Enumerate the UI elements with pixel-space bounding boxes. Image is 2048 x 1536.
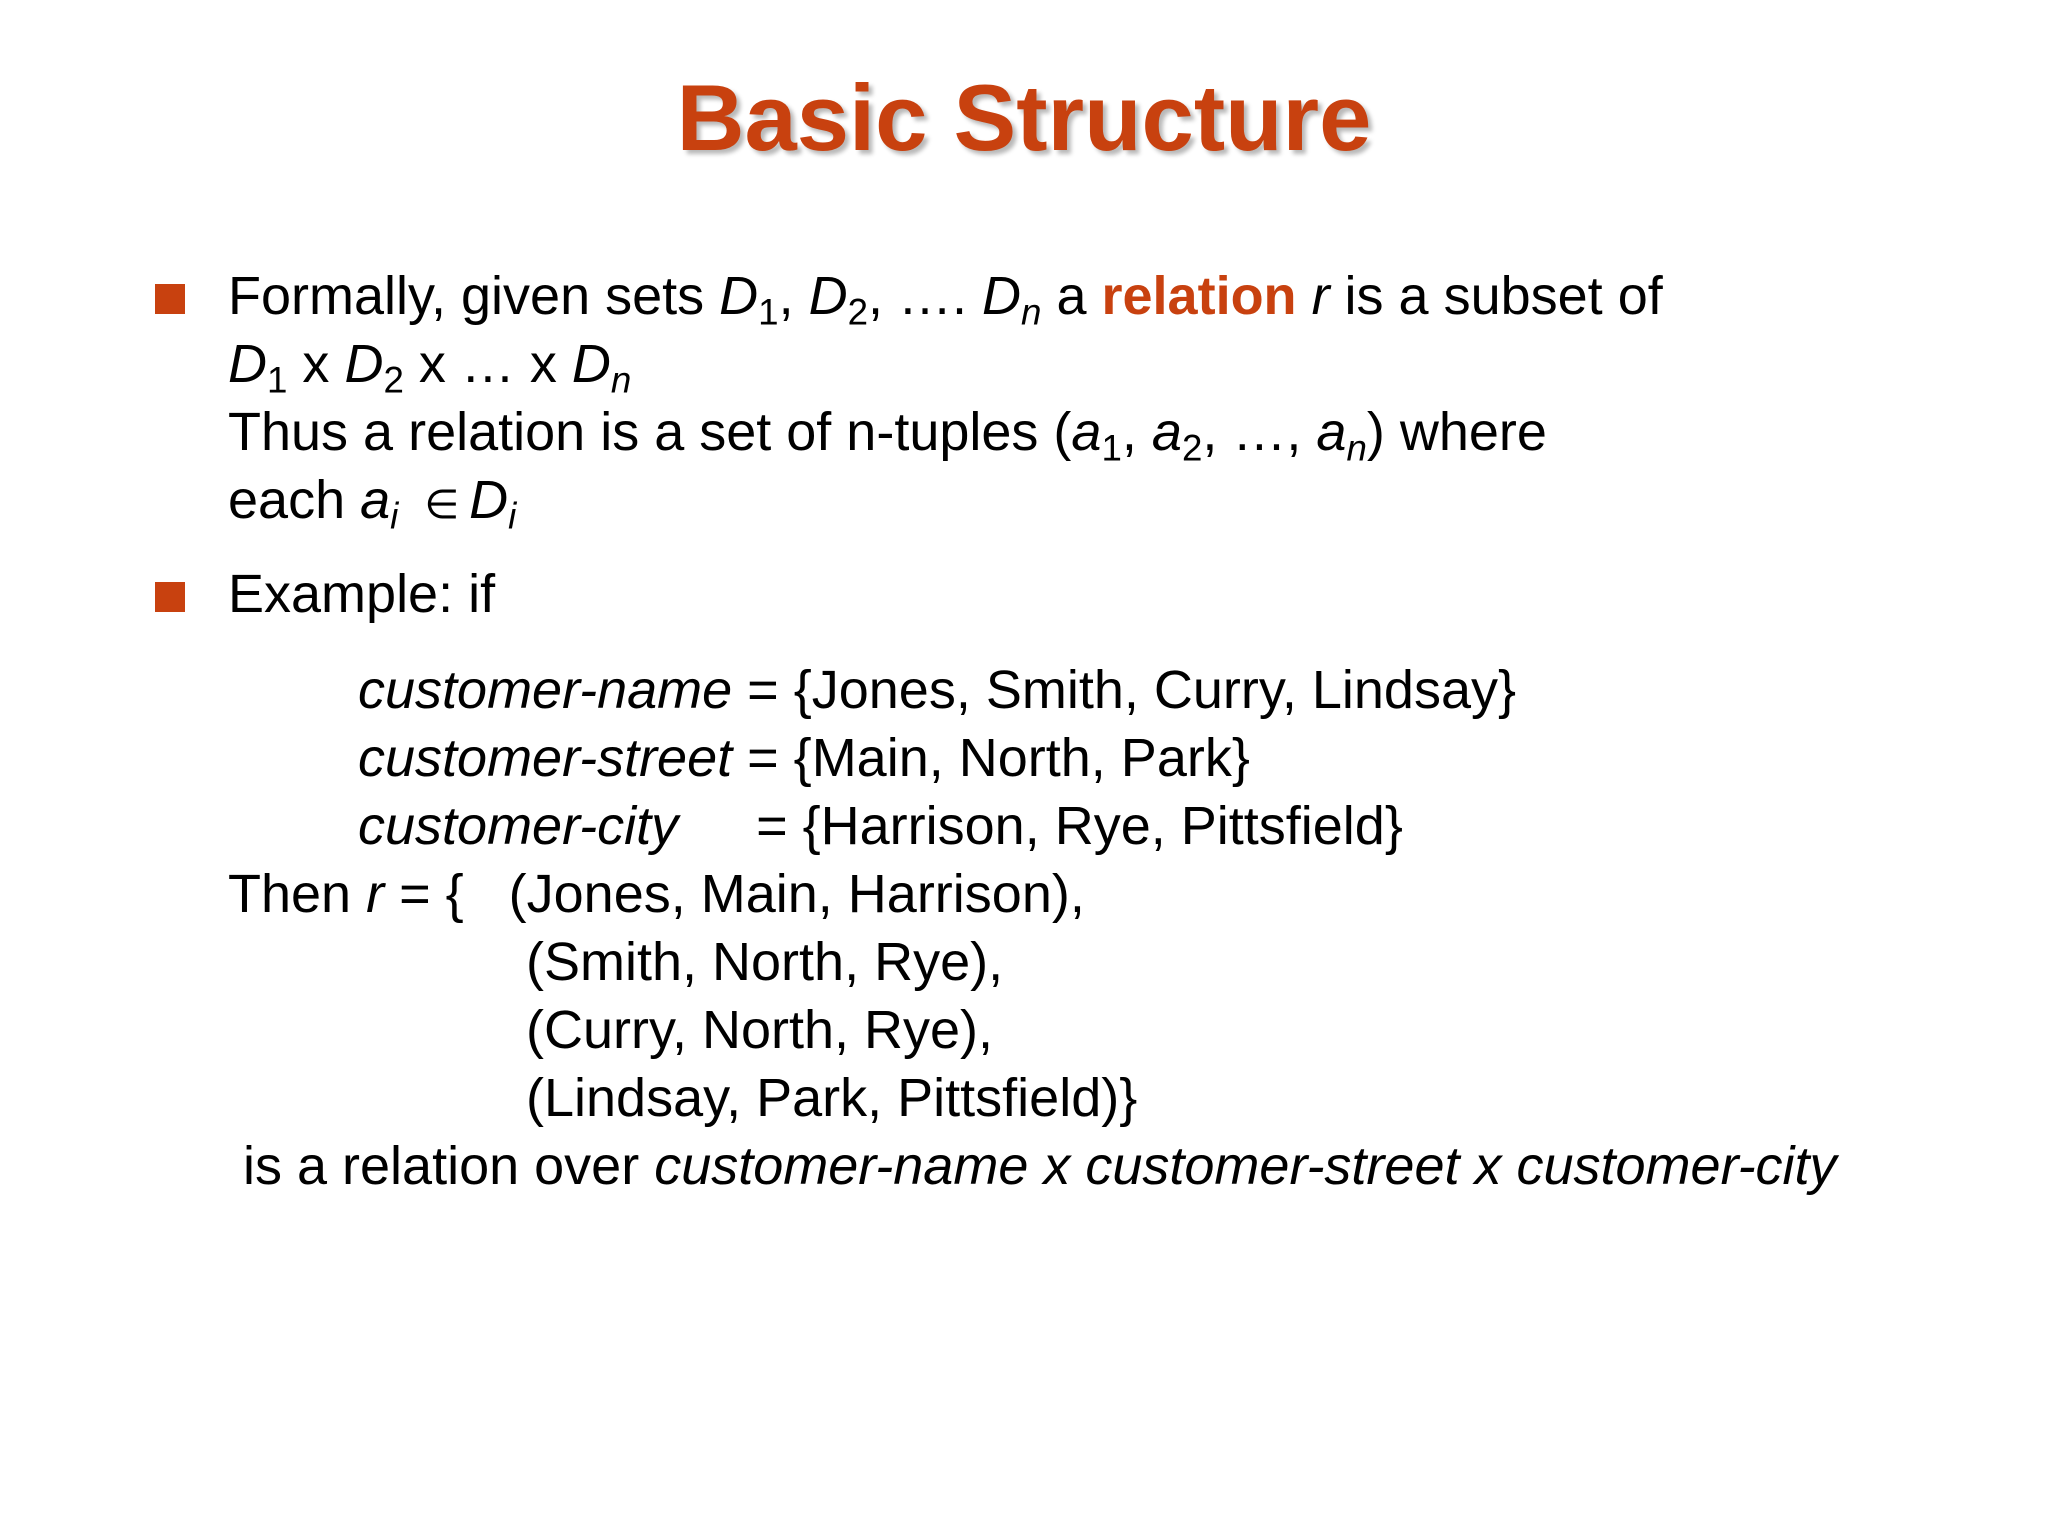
example-then-line: Then r = { (Jones, Main, Harrison), xyxy=(228,864,1085,924)
example-tuple-2: (Smith, North, Rye), xyxy=(526,932,1004,992)
example-final-line: is a relation over customer-name x customer-street x customer-city xyxy=(243,1136,1837,1196)
bullet-marker-2 xyxy=(155,582,185,612)
example-tuple-3: (Curry, North, Rye), xyxy=(526,1000,994,1060)
example-tuple-4: (Lindsay, Park, Pittsfield)} xyxy=(526,1068,1138,1128)
bullet1-line1: Formally, given sets $D_1$, $D_2$, …. $D_n$ a relation r is a subset of xyxy=(228,266,1663,333)
element-of-symbol: ∈ xyxy=(424,483,460,527)
bullet2-line: Example: if xyxy=(228,564,496,624)
example-customer-city: customer-city = {Harrison, Rye, Pittsfield} xyxy=(358,796,1403,856)
relation-keyword: relation xyxy=(1101,266,1297,326)
example-customer-name: customer-name = {Jones, Smith, Curry, Lindsay} xyxy=(358,660,1517,720)
example-customer-street: customer-street = {Main, North, Park} xyxy=(358,728,1250,788)
bullet1-line4: each $a_i$ ∈ $D_i$ xyxy=(228,470,517,537)
bullet1-line2: $D_1$ x $D_2$ x … x $D_n$ xyxy=(228,334,632,401)
slide-title: Basic Structure xyxy=(676,65,1372,170)
bullet-marker-1 xyxy=(155,284,185,314)
bullet1-line3: Thus a relation is a set of n-tuples ($a_1$, $a_2$, …, $a_n$) where xyxy=(228,402,1547,469)
